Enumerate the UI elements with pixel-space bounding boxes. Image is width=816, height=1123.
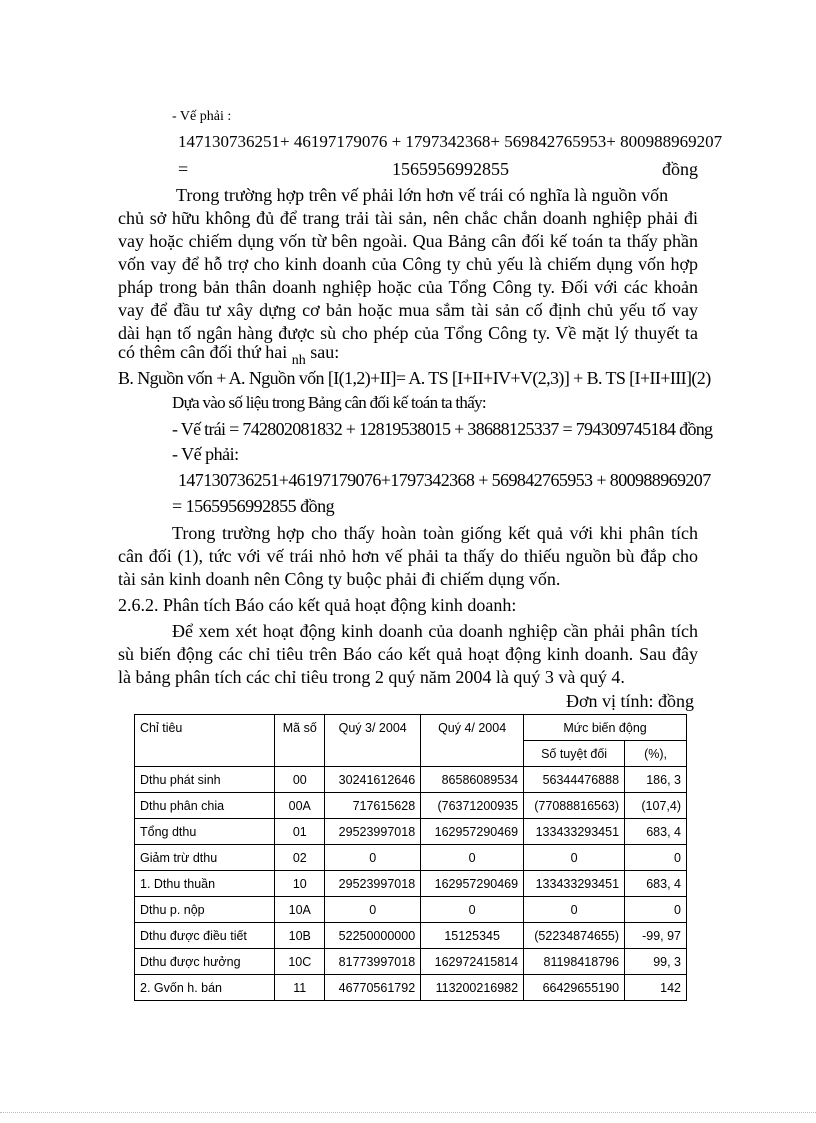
- row-q4: 86586089534: [421, 767, 524, 793]
- right-side-label-2: - Vế phải:: [172, 444, 239, 464]
- para2-line-1: Trong trường hợp cho thấy hoàn toàn giống kết quả với khi phân tích: [172, 523, 698, 543]
- row-q3: 0: [325, 897, 421, 923]
- row-abs: 133433293451: [524, 819, 625, 845]
- para1-line-2: chủ sở hữu không đủ để trang trải tài sản, nên chắc chắn doanh nghiệp phải đi: [118, 208, 698, 228]
- row-q3: 0: [325, 845, 421, 871]
- row-pct: 99, 3: [625, 949, 687, 975]
- data-intro: Dựa vào số liệu trong Bảng cân đối kế toán ta thấy:: [172, 393, 486, 412]
- row-name: Dthu p. nộp: [135, 897, 275, 923]
- para2-line-3: tài sản kinh doanh nên Công ty buộc phải đi chiếm dụng vốn.: [118, 569, 561, 589]
- row-pct: 0: [625, 845, 687, 871]
- row-abs: (77088816563): [524, 793, 625, 819]
- row-code: 10: [275, 871, 325, 897]
- table-row: [135, 897, 687, 923]
- row-name: 1. Dthu thuần: [135, 871, 275, 897]
- header-change: Mức biến động: [524, 715, 687, 741]
- row-name: 2. Gvốn h. bán: [135, 975, 275, 1001]
- para2-line-2: cân đối (1), tức với vế trái nhỏ hơn vế phải ta thấy do thiếu nguồn bù đắp cho: [118, 546, 698, 566]
- para1-line-4: vốn vay để hỗ trợ cho kinh doanh của Công ty chủ yếu là chiếm dụng vốn hợp: [118, 254, 698, 274]
- right-side-sum-2: 147130736251+46197179076+1797342368 + 569842765953 + 800988969207: [178, 470, 711, 490]
- income-analysis-table: [134, 714, 687, 1001]
- row-code: 11: [275, 975, 325, 1001]
- row-abs: 81198418796: [524, 949, 625, 975]
- para1-line-3: vay hoặc chiếm dụng vốn từ bên ngoài. Qua Bảng cân đối kế toán ta thấy phần: [118, 231, 698, 251]
- row-pct: 683, 4: [625, 819, 687, 845]
- row-code: 02: [275, 845, 325, 871]
- row-pct: (107,4): [625, 793, 687, 819]
- para3-line-1: Để xem xét hoạt động kinh doanh của doanh nghiệp cần phải phân tích: [172, 621, 698, 641]
- row-code: 01: [275, 819, 325, 845]
- header-percent: (%),: [625, 741, 687, 767]
- table-row: [135, 871, 687, 897]
- row-pct: 142: [625, 975, 687, 1001]
- right-side-total-1: [178, 158, 698, 180]
- row-q3: 29523997018: [325, 871, 421, 897]
- row-name: Tổng dthu: [135, 819, 275, 845]
- total-value: 1565956992855: [392, 159, 509, 179]
- row-name: Dthu được hưởng: [135, 949, 275, 975]
- table-row: [135, 793, 687, 819]
- header-q4: Quý 4/ 2004: [421, 715, 524, 767]
- row-abs: (52234874655): [524, 923, 625, 949]
- unit-note: Đơn vị tính: đồng: [566, 691, 695, 711]
- table-row: [135, 845, 687, 871]
- table-row: [135, 975, 687, 1001]
- header-q3: Quý 3/ 2004: [325, 715, 421, 767]
- para1-line-7: dài hạn tố ngân hàng được sù cho phép của Tổng Công ty. Về mặt lý thuyết ta: [118, 323, 698, 343]
- para1-line-8: [118, 341, 339, 366]
- row-abs: 66429655190: [524, 975, 625, 1001]
- para1-line-5: pháp trong bản thân doanh nghiệp hoặc của Tổng Công ty. Đối với các khoản: [118, 277, 698, 297]
- row-name: Dthu phát sinh: [135, 767, 275, 793]
- row-q4: 0: [421, 845, 524, 871]
- row-name: Giảm trừ dthu: [135, 845, 275, 871]
- para1-last-before: có thêm cân đối thứ hai: [118, 342, 288, 362]
- para3-line-3: là bảng phân tích các chỉ tiêu trong 2 quý năm 2004 là quý 3 và quý 4.: [118, 667, 625, 687]
- row-code: 10B: [275, 923, 325, 949]
- row-q3: 46770561792: [325, 975, 421, 1001]
- page-bottom-rule: [0, 1112, 816, 1113]
- table-row: [135, 923, 687, 949]
- row-q4: 162957290469: [421, 819, 524, 845]
- para1-last-sub: nh: [291, 353, 306, 368]
- row-q4: 15125345: [421, 923, 524, 949]
- row-abs: 0: [524, 897, 625, 923]
- row-pct: -99, 97: [625, 923, 687, 949]
- header-code: Mã số: [275, 715, 325, 767]
- row-q4: 162972415814: [421, 949, 524, 975]
- para1-line-6: vay để đầu tư xây dựng cơ bản hoặc mua sắm tài sản cố định chủ yếu tố vay: [118, 300, 698, 320]
- row-name: Dthu phân chia: [135, 793, 275, 819]
- table-row: [135, 949, 687, 975]
- right-side-label-1: - Vế phải :: [172, 109, 232, 124]
- table-row: [135, 767, 687, 793]
- row-q4: 113200216982: [421, 975, 524, 1001]
- row-q4: (76371200935: [421, 793, 524, 819]
- right-side-sum-1: 147130736251+ 46197179076 + 1797342368+ 569842765953+ 800988969207: [178, 132, 723, 151]
- table-header-row: [135, 715, 687, 741]
- row-abs: 0: [524, 845, 625, 871]
- row-q3: 30241612646: [325, 767, 421, 793]
- row-q3: 52250000000: [325, 923, 421, 949]
- balance-formula: B. Nguồn vốn + A. Nguồn vốn [I(1,2)+II]= A. TS [I+II+IV+V(2,3)] + B. TS [I+II+III](2): [118, 368, 711, 388]
- equals-sign: =: [178, 159, 189, 179]
- left-side-equation: - Vế trái = 742802081832 + 12819538015 + 38688125337 = 794309745184 đồng: [172, 419, 713, 439]
- section-heading: 2.6.2. Phân tích Báo cáo kết quả hoạt động kinh doanh:: [118, 595, 517, 615]
- right-side-total-2: = 1565956992855 đồng: [172, 496, 335, 516]
- row-abs: 133433293451: [524, 871, 625, 897]
- row-pct: 683, 4: [625, 871, 687, 897]
- para1-last-after: sau:: [310, 342, 340, 362]
- row-code: 00: [275, 767, 325, 793]
- row-q3: 29523997018: [325, 819, 421, 845]
- row-code: 00A: [275, 793, 325, 819]
- row-q3: 717615628: [325, 793, 421, 819]
- row-q4: 0: [421, 897, 524, 923]
- row-q4: 162957290469: [421, 871, 524, 897]
- row-code: 10C: [275, 949, 325, 975]
- para1-line-1: Trong trường hợp trên vế phải lớn hơn vế trái có nghĩa là nguồn vốn: [176, 185, 669, 205]
- header-indicator: Chỉ tiêu: [135, 715, 275, 767]
- row-code: 10A: [275, 897, 325, 923]
- row-pct: 0: [625, 897, 687, 923]
- table-row: [135, 819, 687, 845]
- row-q3: 81773997018: [325, 949, 421, 975]
- row-pct: 186, 3: [625, 767, 687, 793]
- para3-line-2: sù biến động các chỉ tiêu trên Báo cáo kết quả hoạt động kinh doanh. Sau đây: [118, 644, 698, 664]
- total-unit: đồng: [662, 159, 698, 179]
- row-name: Dthu được điều tiết: [135, 923, 275, 949]
- row-abs: 56344476888: [524, 767, 625, 793]
- header-absolute: Số tuyệt đối: [524, 741, 625, 767]
